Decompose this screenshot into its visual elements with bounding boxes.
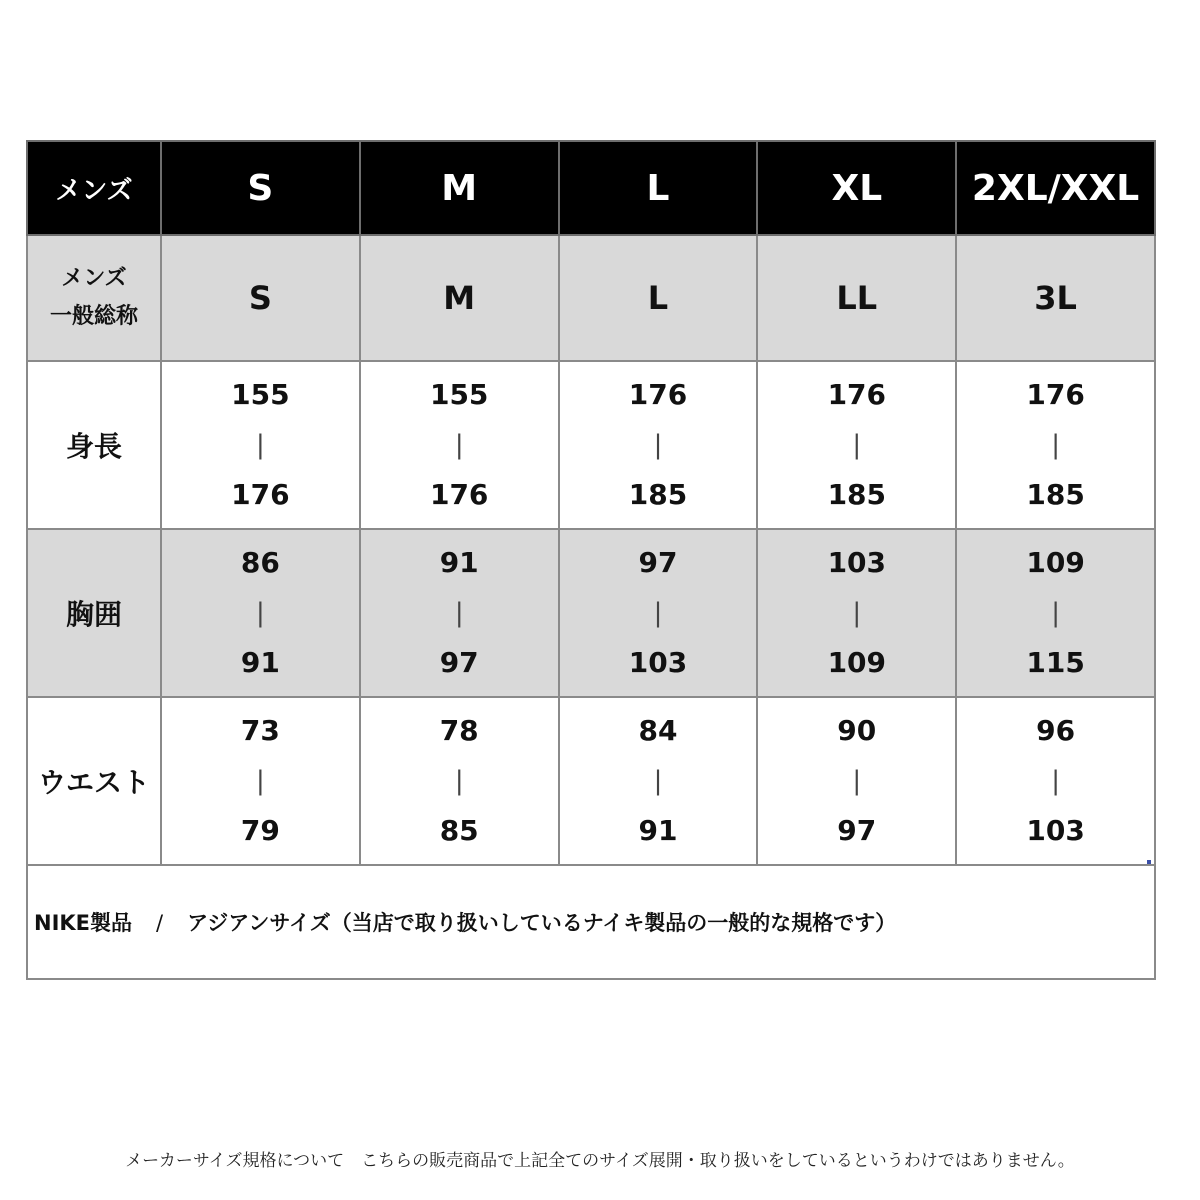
range-min: 176 — [1026, 378, 1085, 411]
range-min: 155 — [429, 378, 489, 411]
general-size-row — [27, 235, 1155, 361]
range-separator: | — [852, 598, 862, 628]
range-min: 91 — [439, 546, 479, 579]
range-max: 176 — [429, 478, 489, 511]
note-text: アジアンサイズ（当店で取り扱いしているナイキ製品の一般的な規格です） — [187, 911, 897, 935]
range-separator: | — [653, 598, 663, 628]
range-min: 176 — [827, 378, 887, 411]
size-chart-table — [26, 140, 1156, 980]
waist-label: ウエスト — [27, 697, 161, 865]
range-min: 155 — [231, 378, 290, 411]
range-cell — [757, 361, 956, 529]
range-cell — [559, 361, 758, 529]
range-max: 85 — [439, 814, 479, 847]
range-cell — [360, 529, 559, 697]
range-min: 73 — [240, 714, 280, 747]
note-brand: NIKE製品 — [34, 911, 133, 935]
header-size-m: M — [360, 141, 559, 235]
range-separator: | — [256, 598, 265, 628]
range-separator: | — [1051, 598, 1060, 628]
range-cell — [956, 361, 1155, 529]
header-size-2xl: 2XL/XXL — [956, 141, 1155, 235]
range-max: 115 — [1026, 646, 1085, 679]
general-label-line2: 一般総称 — [49, 304, 138, 329]
range-separator: | — [653, 430, 663, 460]
range-max: 97 — [837, 814, 877, 847]
range-separator: | — [454, 598, 464, 628]
range-separator: | — [852, 430, 862, 460]
range-separator: | — [256, 430, 265, 460]
range-separator: | — [1051, 766, 1060, 796]
note-row — [27, 865, 1155, 979]
height-row — [27, 361, 1155, 529]
general-size-cell: L — [559, 235, 758, 361]
range-cell — [956, 529, 1155, 697]
range-max: 91 — [638, 814, 678, 847]
range-separator: | — [454, 430, 464, 460]
range-cell — [161, 529, 360, 697]
range-max: 185 — [827, 478, 887, 511]
chest-row — [27, 529, 1155, 697]
waist-row — [27, 697, 1155, 865]
height-label: 身長 — [27, 361, 161, 529]
range-max: 103 — [628, 646, 688, 679]
range-cell — [757, 529, 956, 697]
general-label-line1: メンズ — [61, 266, 127, 291]
range-cell — [559, 697, 758, 865]
general-size-cell: LL — [757, 235, 956, 361]
range-separator: | — [852, 766, 862, 796]
range-separator: | — [653, 766, 663, 796]
header-size-l: L — [559, 141, 758, 235]
range-cell — [161, 361, 360, 529]
footer-note: メーカーサイズ規格について こちらの販売商品で上記全てのサイズ展開・取り扱いをしているというわけではありません。 — [125, 1151, 1075, 1171]
header-size-xl: XL — [757, 141, 956, 235]
range-min: 84 — [638, 714, 678, 747]
range-min: 86 — [240, 546, 280, 579]
header-size-s: S — [161, 141, 360, 235]
range-min: 97 — [638, 546, 678, 579]
range-cell — [360, 697, 559, 865]
cell-resize-handle — [1147, 860, 1151, 864]
range-max: 97 — [439, 646, 479, 679]
range-min: 78 — [439, 714, 479, 747]
range-max: 109 — [827, 646, 887, 679]
general-label — [27, 235, 161, 361]
range-cell — [360, 361, 559, 529]
header-label: メンズ — [27, 141, 161, 235]
range-min: 109 — [1026, 546, 1085, 579]
range-separator: | — [454, 766, 464, 796]
range-max: 185 — [1026, 478, 1085, 511]
range-max: 103 — [1026, 814, 1085, 847]
range-separator: | — [1051, 430, 1060, 460]
note-slash: / — [156, 911, 164, 935]
range-max: 185 — [628, 478, 688, 511]
chest-label: 胸囲 — [27, 529, 161, 697]
range-cell — [559, 529, 758, 697]
range-max: 176 — [231, 478, 290, 511]
range-min: 96 — [1036, 714, 1076, 747]
range-cell — [757, 697, 956, 865]
range-max: 91 — [240, 646, 280, 679]
range-max: 79 — [240, 814, 280, 847]
range-separator: | — [256, 766, 265, 796]
header-row — [27, 141, 1155, 235]
range-min: 90 — [837, 714, 877, 747]
range-min: 176 — [628, 378, 688, 411]
note-cell — [27, 865, 1155, 979]
general-size-cell: M — [360, 235, 559, 361]
range-cell — [956, 697, 1155, 865]
range-cell — [161, 697, 360, 865]
general-size-cell: S — [161, 235, 360, 361]
general-size-cell: 3L — [956, 235, 1155, 361]
range-min: 103 — [827, 546, 887, 579]
